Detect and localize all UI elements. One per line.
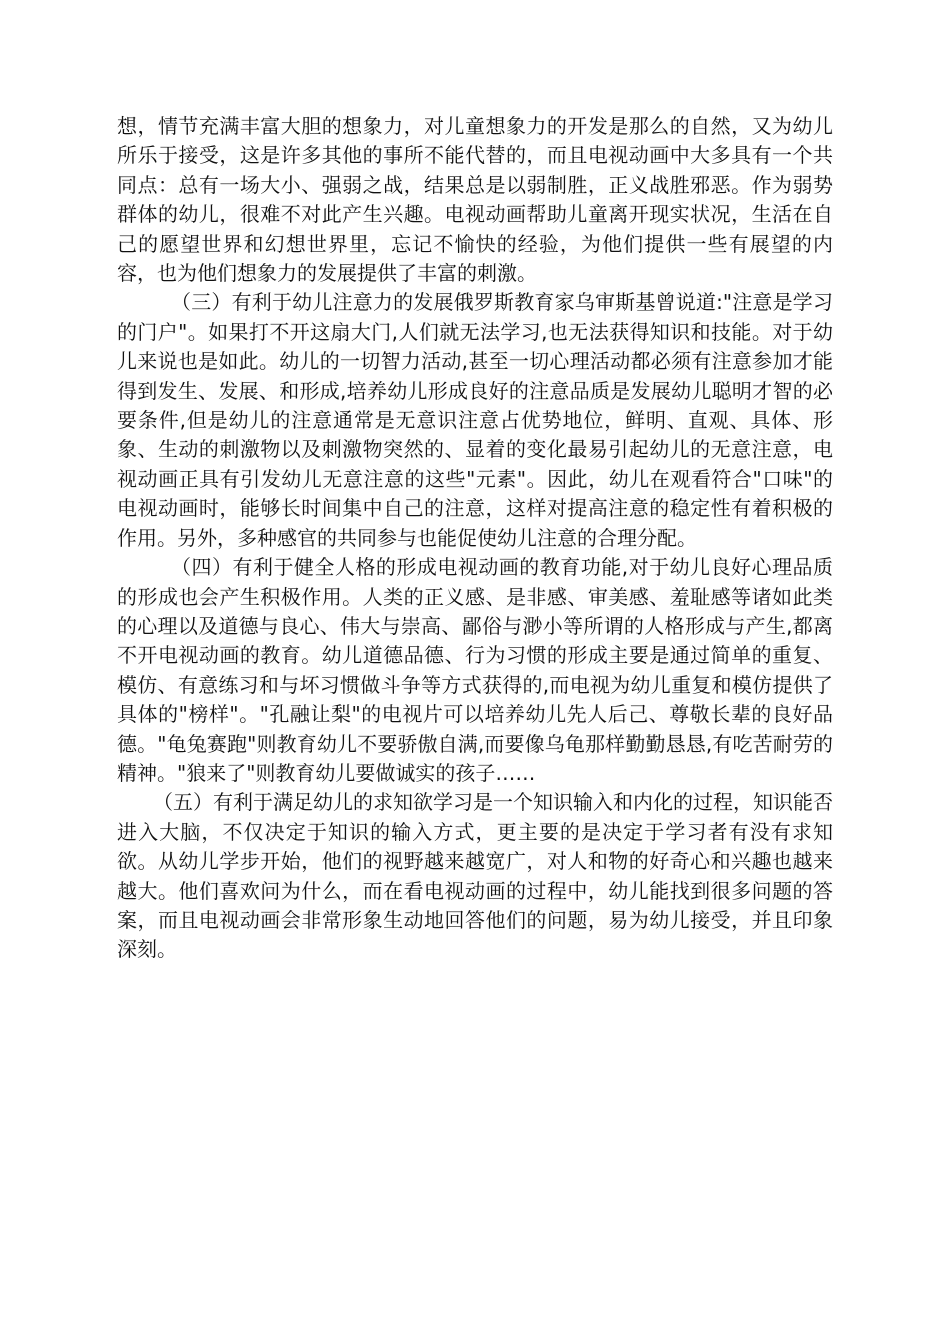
paragraph-imagination-continued: 想，情节充满丰富大胆的想象力，对儿童想象力的开发是那么的自然，又为幼儿所乐于接受，这是许多其他的事所不能代替的，而且电视动画中大多具有一个共同点：总有一场大小、强弱之战，结果总是以弱制胜，正义战胜邪恶。作为弱势群体的幼儿，很难不对此产生兴趣。电视动画帮助儿童离开现实状况，生活在自己的愿望世界和幻想世界里，忘记不愉快的经验，为他们提供一些有展望的内容，也为他们想象力的发展提供了丰富的刺激。 (117, 114, 833, 286)
paragraph-section-three-attention: （三）有利于幼儿注意力的发展俄罗斯教育家乌审斯基曾说道:"注意是学习的门户"。如果打不开这扇大门,人们就无法学习,也无法获得知识和技能。对于幼儿来说也是如此。幼儿的一切智力活动,甚至一切心理活动都必须有注意参加才能得到发生、发展、和形成,培养幼儿形成良好的注意品质是发展幼儿聪明才智的必要条件,但是幼儿的注意通常是无意识注意占优势地位，鲜明、直观、具体、形象、生动的刺激物以及刺激物突然的、显着的变化最易引起幼儿的无意注意，电视动画正具有引发幼儿无意注意的这些"元素"。因此，幼儿在观看符合"口味"的电视动画时，能够长时间集中自己的注意，这样对提高注意的稳定性有着积极的作用。另外，多种感官的共同参与也能促使幼儿注意的合理分配。 (117, 290, 833, 550)
document-page (117, 112, 833, 965)
paragraph-section-four-personality: （四）有利于健全人格的形成电视动画的教育功能,对于幼儿良好心理品质的形成也会产生积极作用。人类的正义感、是非感、审美感、羞耻感等诸如此类的心理以及道德与良心、伟大与崇高、鄙俗与渺小等所谓的人格形成与产生,都离不开电视动画的教育。幼儿道德品德、行为习惯的形成主要是通过简单的重复、模仿、有意练习和与坏习惯做斗争等方式获得的,而电视为幼儿重复和模仿提供了具体的"榜样"。"孔融让梨"的电视片可以培养幼儿先人后己、尊敬长辈的良好品德。"龟兔赛跑"则教育幼儿不要骄傲自满,而要像乌龟那样勤勤恳恳,有吃苦耐劳的精神。"狼来了"则教育幼儿要做诚实的孩子…… (117, 555, 833, 785)
paragraph-section-five-curiosity: （五）有利于满足幼儿的求知欲学习是一个知识输入和内化的过程，知识能否进入大脑，不仅决定于知识的输入方式，更主要的是决定于学习者有没有求知欲。从幼儿学步开始，他们的视野越来越宽广，对人和物的好奇心和兴趣也越来越大。他们喜欢问为什么，而在看电视动画的过程中，幼儿能找到很多问题的答案，而且电视动画会非常形象生动地回答他们的问题，易为幼儿接受，并且印象深刻。 (117, 790, 833, 962)
